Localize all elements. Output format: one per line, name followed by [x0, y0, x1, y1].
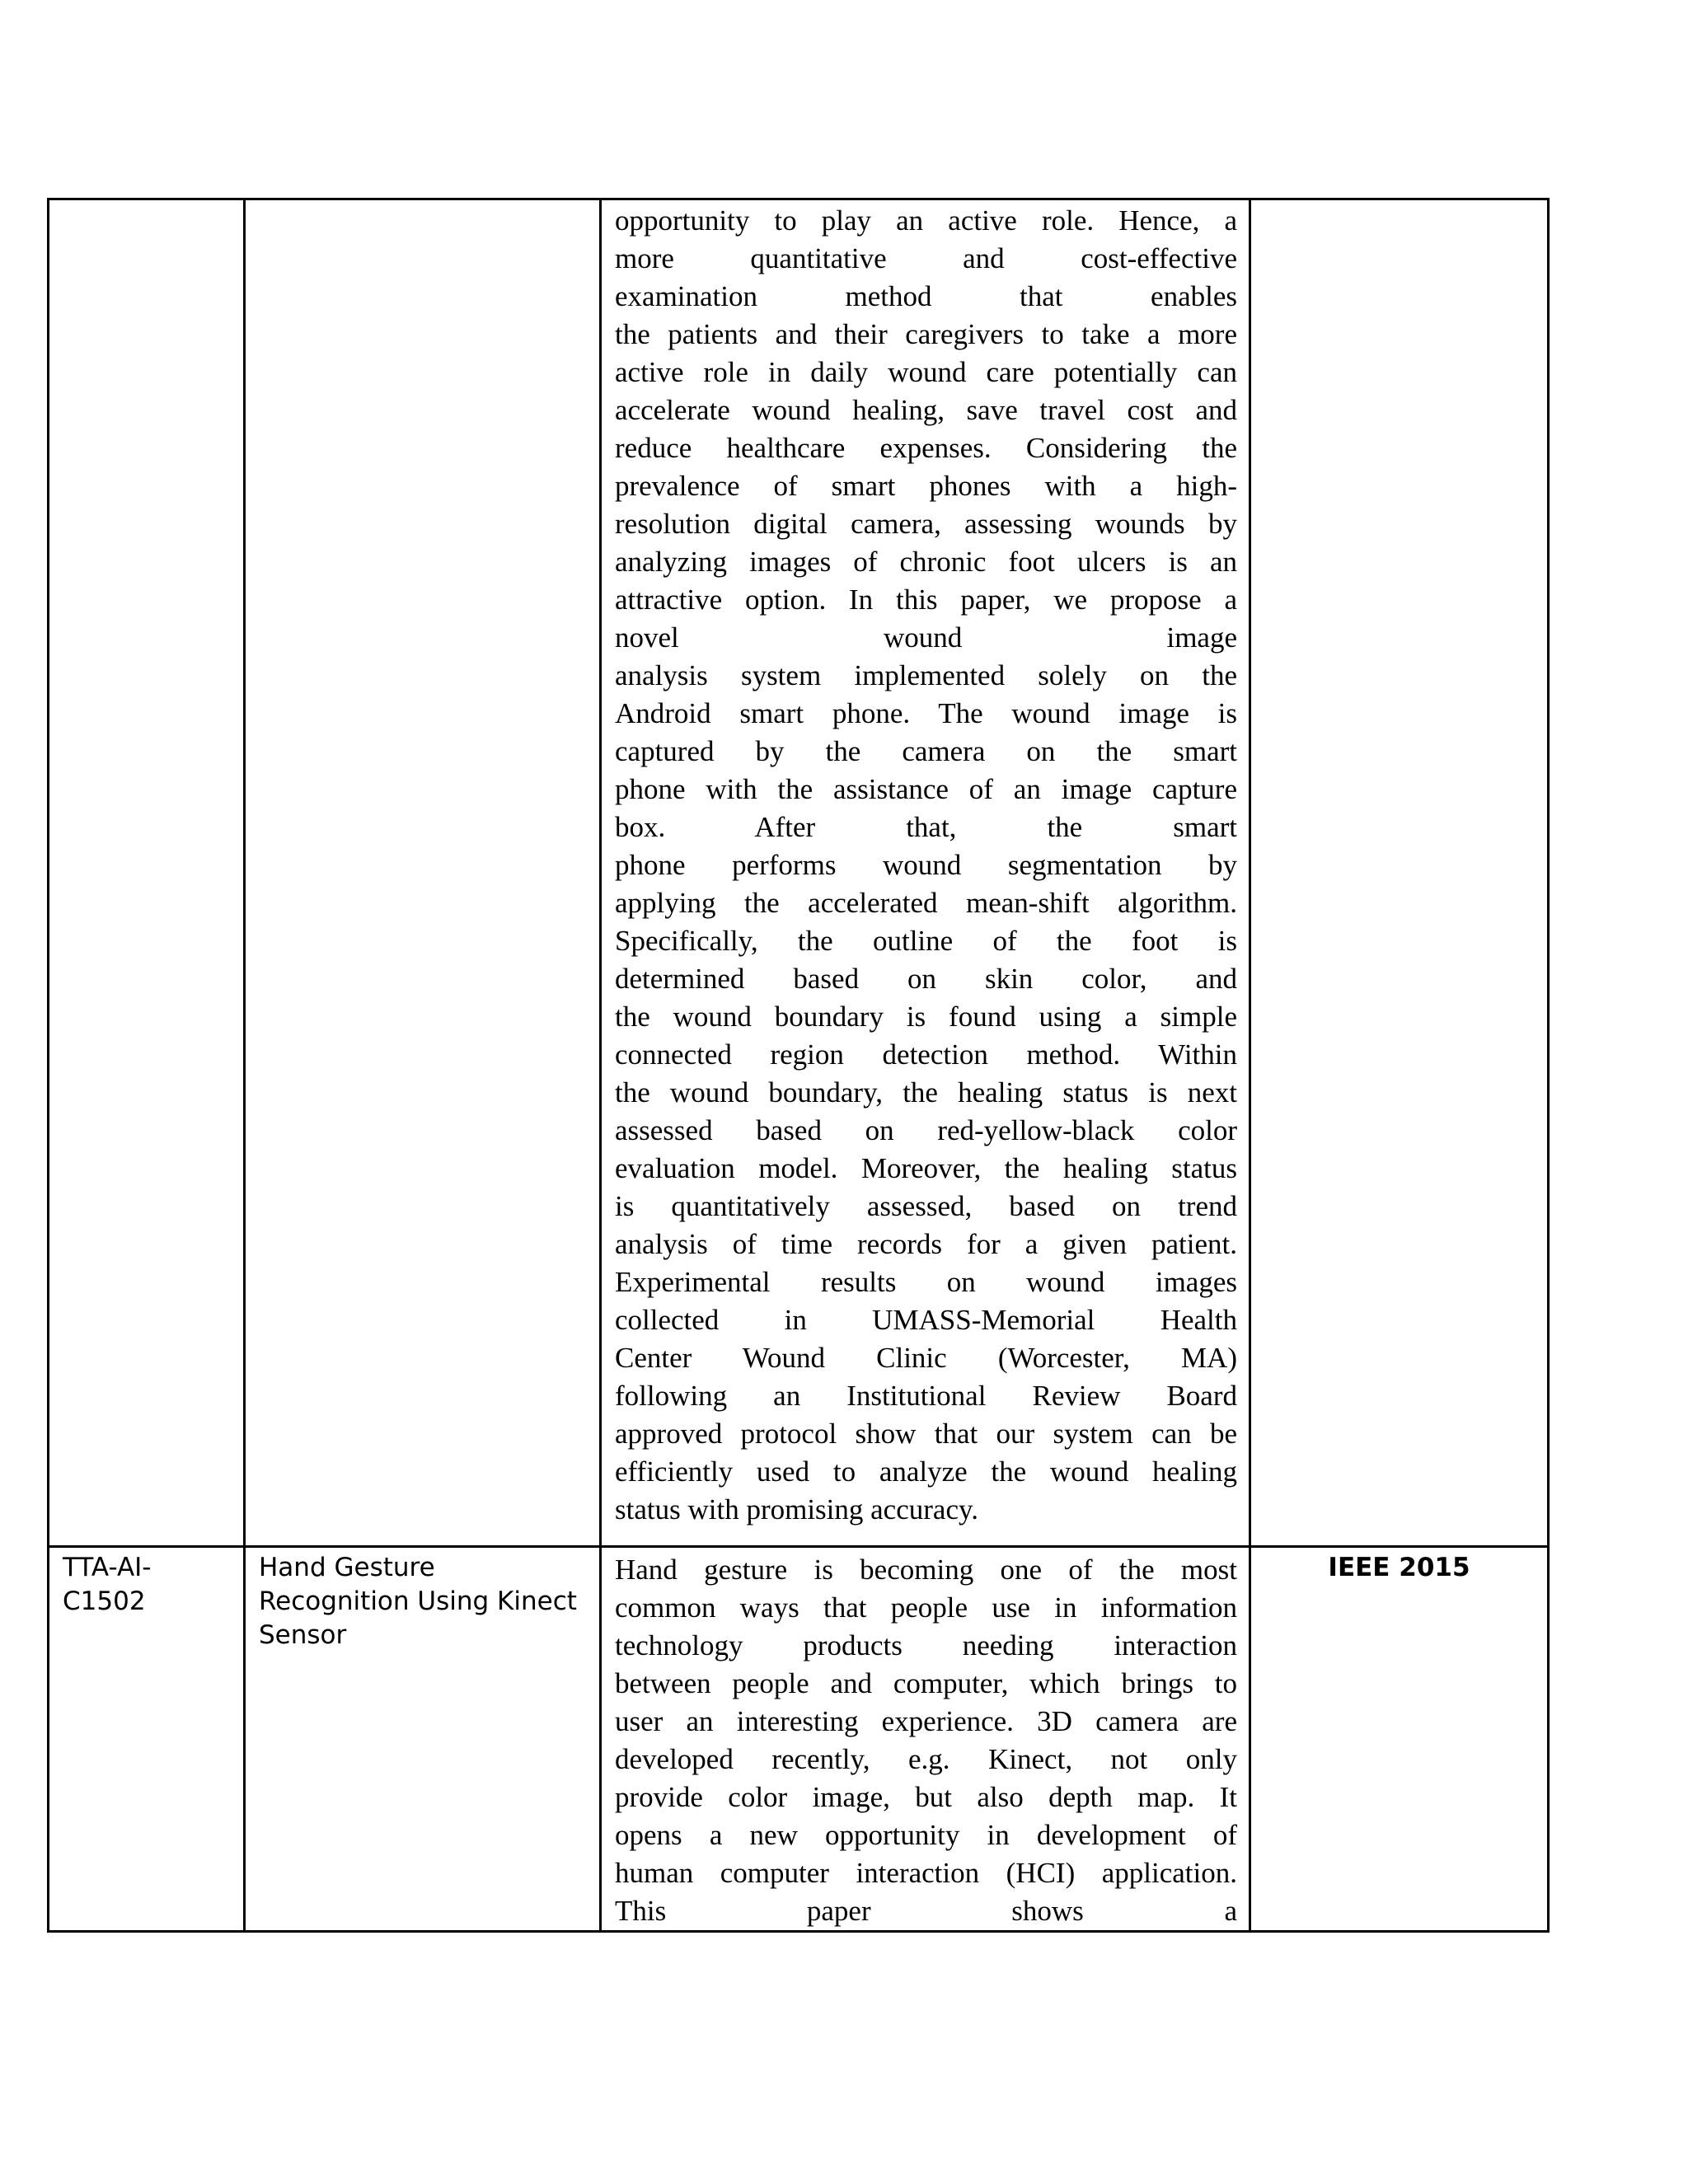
abstract-line: assessed based on red-yellow-black color — [615, 1114, 1237, 1146]
abstract-line: opens a new opportunity in development of — [615, 1819, 1237, 1851]
abstract-line: This paper shows a — [615, 1895, 1237, 1927]
project-title-cell — [245, 1547, 601, 1932]
abstract-line: accelerate wound healing, save travel cost and — [615, 394, 1237, 426]
abstract-line: human computer interaction (HCI) application. — [615, 1857, 1237, 1889]
project-title — [246, 200, 599, 204]
abstract-line: provide color image, but also depth map. It — [615, 1781, 1237, 1813]
project-id: TTA-AI-C1502 — [63, 1553, 152, 1616]
table-row — [49, 1547, 1549, 1932]
abstract-line: user an interesting experience. 3D camera are — [615, 1705, 1237, 1737]
abstract-line: is quantitatively assessed, based on trend — [615, 1190, 1237, 1222]
project-table — [47, 198, 1550, 1933]
abstract-line: analyzing images of chronic foot ulcers is an — [615, 546, 1237, 578]
abstract-line: evaluation model. Moreover, the healing status — [615, 1152, 1237, 1184]
abstract-line: active role in daily wound care potentially can — [615, 356, 1237, 388]
abstract-line: attractive option. In this paper, we propose a — [615, 583, 1237, 616]
abstract-line: more quantitative and cost-effective — [615, 242, 1237, 274]
abstract-text — [602, 1548, 1249, 1930]
abstract-line: phone performs wound segmentation by — [615, 849, 1237, 881]
abstract-line: novel wound image — [615, 621, 1237, 654]
project-id-cell — [49, 1547, 245, 1932]
abstract-line: collected in UMASS-Memorial Health — [615, 1304, 1237, 1336]
abstract-line: analysis system implemented solely on the — [615, 659, 1237, 691]
abstract-line: phone with the assistance of an image capture — [615, 773, 1237, 805]
abstract-line: developed recently, e.g. Kinect, not only — [615, 1743, 1237, 1775]
abstract-line: captured by the camera on the smart — [615, 735, 1237, 767]
abstract-line: technology products needing interaction — [615, 1629, 1237, 1661]
abstract-cell — [601, 199, 1250, 1547]
abstract-line: Specifically, the outline of the foot is — [615, 925, 1237, 957]
project-id-cell — [49, 199, 245, 1547]
abstract-line: common ways that people use in information — [615, 1591, 1237, 1624]
abstract-line: connected region detection method. Within — [615, 1038, 1237, 1071]
abstract-line: Experimental results on wound images — [615, 1266, 1237, 1298]
abstract-line: Center Wound Clinic (Worcester, MA) — [615, 1342, 1237, 1374]
abstract-line: box. After that, the smart — [615, 811, 1237, 843]
publication-year — [1251, 200, 1547, 204]
abstract-line: opportunity to play an active role. Hence, a — [615, 204, 1237, 237]
abstract-line: Hand gesture is becoming one of the most — [615, 1554, 1237, 1586]
project-id — [49, 200, 243, 204]
abstract-line: analysis of time records for a given patient. — [615, 1228, 1237, 1260]
abstract-line: determined based on skin color, and — [615, 963, 1237, 995]
abstract-line: approved protocol show that our system can be — [615, 1418, 1237, 1450]
abstract-line: between people and computer, which brings to — [615, 1667, 1237, 1699]
abstract-text — [602, 200, 1249, 1545]
abstract-line: the wound boundary is found using a simple — [615, 1001, 1237, 1033]
project-title-cell — [245, 199, 601, 1547]
abstract-line: examination method that enables — [615, 280, 1237, 312]
abstract-line: resolution digital camera, assessing wounds by — [615, 508, 1237, 540]
abstract-line: reduce healthcare expenses. Considering the — [615, 432, 1237, 464]
abstract-line: the wound boundary, the healing status is next — [615, 1076, 1237, 1108]
abstract-line: efficiently used to analyze the wound healing — [615, 1455, 1237, 1488]
abstract-line: following an Institutional Review Board — [615, 1380, 1237, 1412]
year-cell — [1250, 1547, 1549, 1932]
abstract-line: Android smart phone. The wound image is — [615, 697, 1237, 729]
abstract-line: prevalence of smart phones with a high- — [615, 470, 1237, 502]
publication-year: IEEE 2015 — [1328, 1553, 1470, 1582]
abstract-line: applying the accelerated mean-shift algorithm. — [615, 887, 1237, 919]
project-title: Hand Gesture Recognition Using Kinect Sensor — [259, 1553, 577, 1650]
year-cell — [1250, 199, 1549, 1547]
abstract-cell — [601, 1547, 1250, 1932]
table-row — [49, 199, 1549, 1547]
abstract-line: the patients and their caregivers to take a more — [615, 318, 1237, 350]
abstract-line: status with promising accuracy. — [615, 1493, 978, 1526]
